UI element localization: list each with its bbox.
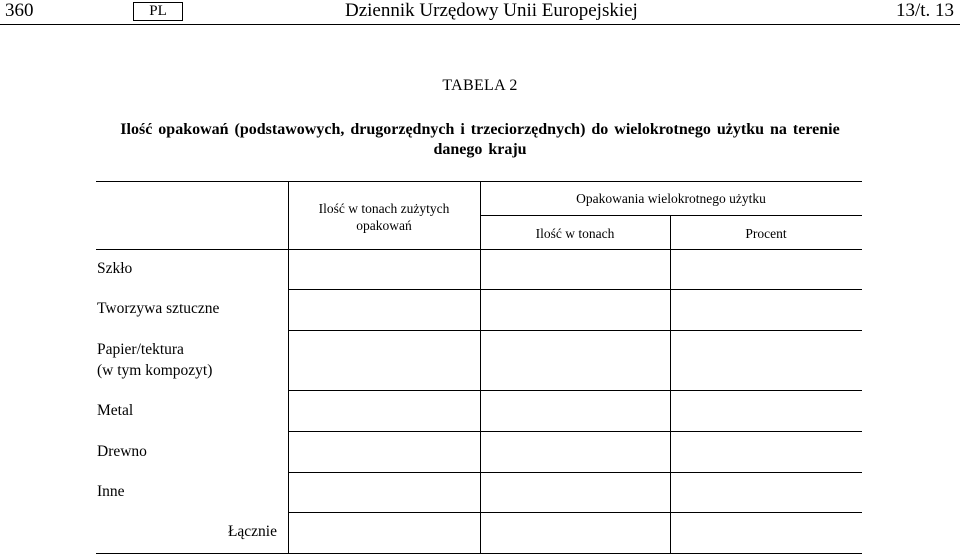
row-rule (288, 431, 862, 432)
row-rule (288, 472, 862, 473)
column-header-reusable: Opakowania wielokrotnego użytku (576, 191, 766, 206)
row-rule (288, 289, 862, 290)
row-label-glass: Szkło (97, 260, 133, 277)
row-label-other: Inne (97, 483, 125, 500)
row-rule (288, 512, 862, 513)
column-header-percent: Procent (745, 226, 787, 241)
table-title: Ilość opakowań (podstawowych, drugorzędnych i trzeciorzędnych) do wielokrotnego użytku na terenie danego kraju (120, 121, 840, 158)
row-label-total: Łącznie (227, 523, 277, 540)
row-label-metal: Metal (97, 402, 134, 419)
column-header-reusable-tons: Ilość w tonach (535, 226, 615, 241)
issue-number: 13/t. 13 (895, 0, 954, 21)
row-label-paper (97, 339, 212, 381)
table-top-rule (96, 181, 862, 182)
journal-title: Dziennik Urzędowy Unii Europejskiej (345, 0, 638, 21)
subheader-rule (480, 215, 862, 216)
page-header (0, 0, 960, 24)
row-label-paper-line1: Papier/tektura (97, 341, 184, 358)
row-rule (288, 330, 862, 331)
row-label-wood: Drewno (97, 443, 147, 460)
row-label-plastic: Tworzywa sztuczne (97, 300, 220, 317)
header-bottom-rule (96, 249, 862, 250)
table-label: TABELA 2 (442, 77, 518, 94)
column-divider (288, 181, 289, 553)
page-number: 360 (5, 0, 34, 21)
table-bottom-rule (96, 553, 862, 554)
row-rule (288, 390, 862, 391)
language-box: PL (133, 2, 183, 21)
column-divider (670, 215, 671, 553)
header-rule (0, 24, 960, 25)
row-label-paper-line2: (w tym kompozyt) (97, 362, 213, 379)
column-header-used-tons: Ilość w tonach zużytych opakowań (318, 201, 450, 233)
